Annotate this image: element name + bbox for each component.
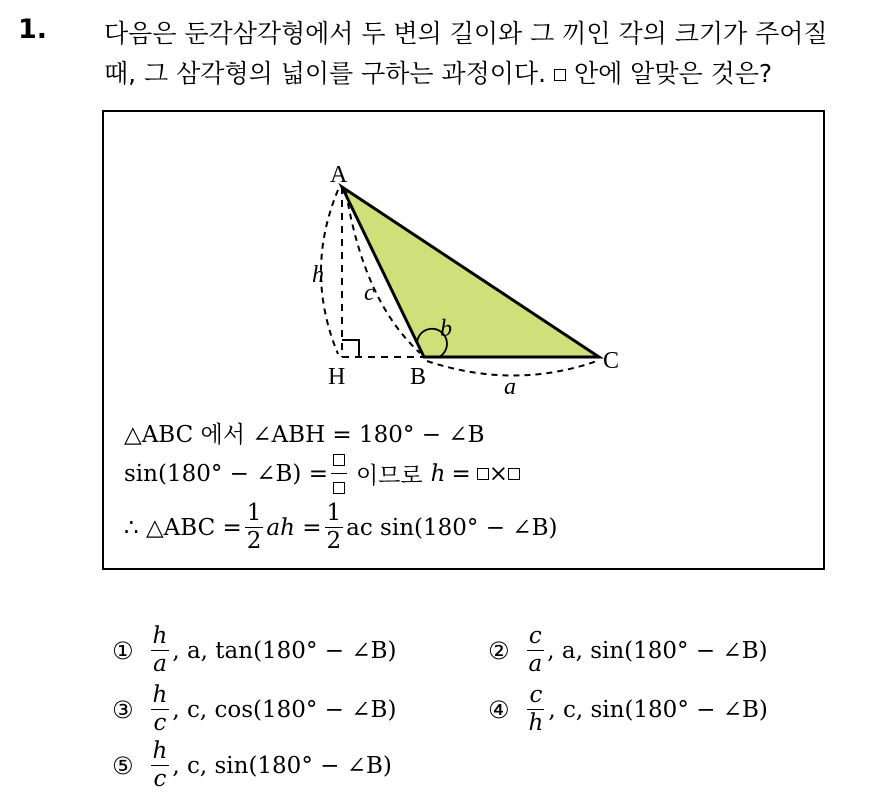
option-number: ③ <box>112 695 134 724</box>
blank-box-icon <box>477 468 489 480</box>
option-fraction: $\frac{c}{a}$ <box>528 623 543 677</box>
option-fraction: $\frac{h}{c}$ <box>152 682 168 736</box>
work-line3 <box>124 502 557 553</box>
option-number: ⑤ <box>112 751 134 780</box>
option-3[interactable] <box>112 684 396 735</box>
blank-box-icon <box>333 482 345 494</box>
work-line3-start: ∴ △ABC = <box>124 514 242 541</box>
option-number: ② <box>488 636 510 665</box>
blank-box-icon <box>554 69 566 81</box>
work-line3-ah: ah = <box>266 514 322 541</box>
solution-box <box>102 110 825 570</box>
blank-box-icon <box>508 468 520 480</box>
work-line2-times: × <box>488 460 509 487</box>
work-line2 <box>124 448 520 499</box>
option-4[interactable] <box>488 684 768 735</box>
half-fraction: $\frac{1}{2}$ <box>326 500 342 554</box>
option-text: , a, sin(180° − ∠B) <box>547 637 768 664</box>
work-line3-end: ac sin(180° − ∠B) <box>346 514 558 541</box>
work-line2-therefore-word: 이므로 <box>355 463 423 489</box>
option-fraction: $\frac{h}{c}$ <box>152 738 168 792</box>
work-line2-eq: = <box>451 460 471 487</box>
question-text-line2-after: 안에 알맞은 것은? <box>573 59 773 88</box>
blank-box-icon <box>333 454 345 466</box>
option-text: , c, sin(180° − ∠B) <box>172 752 392 779</box>
option-2[interactable] <box>488 625 768 676</box>
option-fraction: $\frac{c}{h}$ <box>528 682 544 736</box>
question-text-line2 <box>104 54 772 90</box>
question-text-line1: 다음은 둔각삼각형에서 두 변의 길이와 그 끼인 각의 크기가 주어질 <box>104 19 828 48</box>
label-h-length: h <box>312 262 324 288</box>
option-fraction: $\frac{h}{a}$ <box>152 623 168 677</box>
label-a-length: a <box>504 374 516 400</box>
right-angle-mark <box>342 340 359 357</box>
option-1[interactable] <box>112 625 396 676</box>
work-line2-sin: sin(180° − ∠B) = <box>124 460 328 487</box>
option-5[interactable] <box>112 740 392 791</box>
label-c-vertex: C <box>603 348 620 374</box>
label-c-length: c <box>364 280 375 306</box>
label-a-vertex: A <box>330 162 348 188</box>
label-b-vertex: B <box>410 364 427 390</box>
work-line1: △ABC 에서 ∠ABH = 180° − ∠B <box>124 422 485 448</box>
label-b-angle: b <box>440 316 452 342</box>
option-text: , c, cos(180° − ∠B) <box>172 696 397 723</box>
blank-fraction <box>331 448 347 499</box>
triangle-figure <box>294 132 634 400</box>
option-text: , a, tan(180° − ∠B) <box>172 637 397 664</box>
work-line2-h: h <box>430 460 446 487</box>
option-number: ④ <box>488 695 510 724</box>
option-number: ① <box>112 636 134 665</box>
question-text-line2-before: 때, 그 삼각형의 넓이를 구하는 과정이다. <box>104 59 547 88</box>
triangle-abc <box>342 187 599 357</box>
option-text: , c, sin(180° − ∠B) <box>548 696 768 723</box>
question-number: 1. <box>18 14 48 45</box>
half-fraction: $\frac{1}{2}$ <box>246 500 262 554</box>
label-h-foot: H <box>328 364 346 390</box>
